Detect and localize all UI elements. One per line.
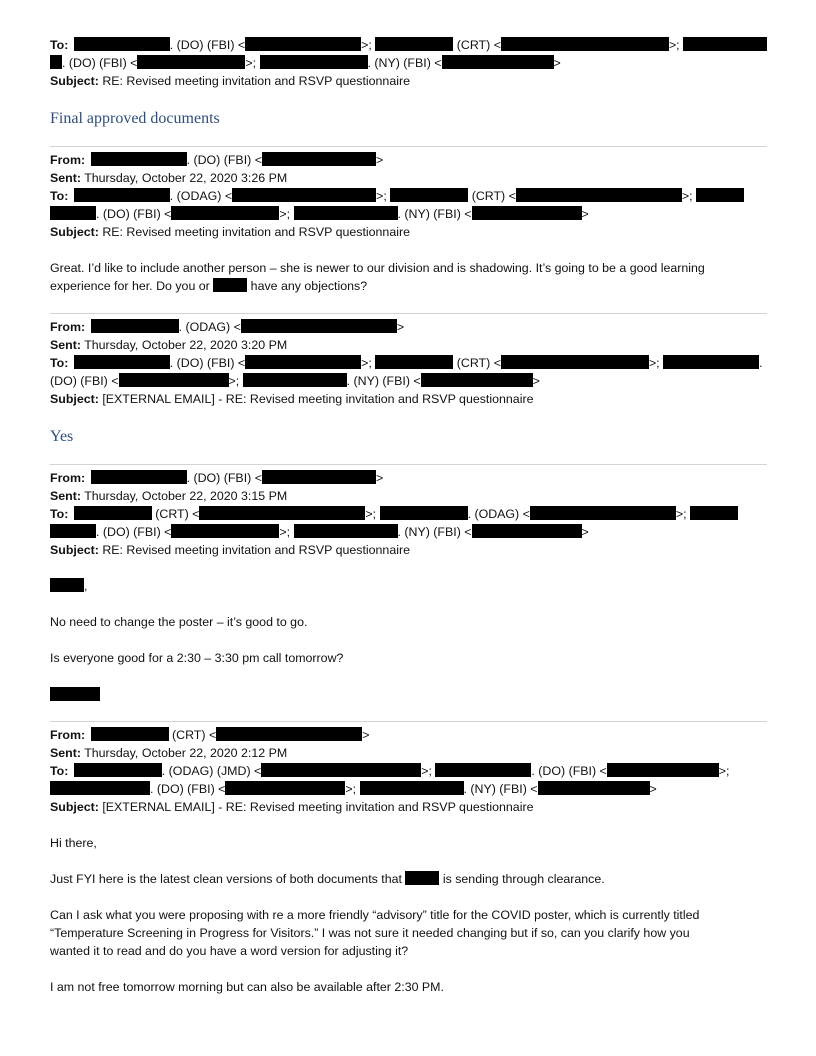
- from-label: From:: [50, 153, 86, 167]
- redaction: [375, 355, 453, 369]
- redaction: [663, 355, 759, 369]
- redaction: [375, 37, 453, 51]
- subject-label: Subject:: [50, 74, 99, 88]
- body-text-part: Just FYI here is the latest clean versions of both documents that: [50, 872, 406, 886]
- greeting: Hi there,: [50, 836, 97, 850]
- redaction: [390, 188, 468, 202]
- sent-line: [50, 169, 287, 187]
- recipient-text: >: [649, 782, 657, 796]
- redaction: [607, 763, 719, 777]
- to-label: To:: [50, 507, 69, 521]
- sent-label: Sent:: [50, 746, 81, 760]
- redaction: [74, 506, 152, 520]
- redaction: [294, 524, 398, 538]
- sent-text: Thursday, October 22, 2020 3:20 PM: [80, 338, 288, 352]
- recipient-text: >: [532, 374, 540, 388]
- divider: [50, 464, 767, 465]
- sender-text: . (DO) (FBI) <: [186, 471, 262, 485]
- sender-text: . (ODAG) <: [178, 320, 241, 334]
- sent-label: Sent:: [50, 171, 81, 185]
- body-text: Great. I’d like to include another person – she is newer to our division and is shadowing. It’s going to be a good learning: [50, 261, 705, 275]
- divider: [50, 146, 767, 147]
- body-text-part: is sending through clearance.: [439, 872, 605, 886]
- redaction: [241, 319, 397, 333]
- subject-line: [50, 390, 533, 408]
- redaction: [74, 37, 170, 51]
- recipient-text: . (DO) (FBI) <: [150, 782, 226, 796]
- subject-label: Subject:: [50, 225, 99, 239]
- redaction: [91, 152, 187, 166]
- redaction: [421, 373, 533, 387]
- recipient-text: . (DO) (FBI) <: [169, 38, 246, 52]
- body-text: [50, 277, 367, 295]
- greeting-text: ,: [84, 579, 88, 593]
- sender-text: >: [362, 728, 370, 742]
- from-line: [50, 726, 369, 744]
- recipient-text: >;: [376, 189, 387, 203]
- redaction: [171, 524, 279, 538]
- redaction: [137, 55, 245, 69]
- redaction: [50, 206, 96, 220]
- recipient-text: >;: [279, 525, 291, 539]
- redaction: [472, 206, 582, 220]
- recipient-text: . (ODAG) <: [467, 507, 530, 521]
- recipient-text: >: [581, 525, 589, 539]
- recipient-text: (CRT) <: [468, 189, 516, 203]
- redaction: [91, 319, 179, 333]
- redaction: [119, 373, 229, 387]
- recipient-text: . (ODAG) (JMD) <: [161, 764, 262, 778]
- to-line-cont: [50, 372, 540, 390]
- sender-text: (CRT) <: [168, 728, 217, 742]
- recipient-text: . (DO) (FBI) <: [531, 764, 607, 778]
- to-line: [50, 354, 763, 372]
- redaction: [262, 152, 376, 166]
- recipient-text: . (DO) (FBI) <: [96, 525, 172, 539]
- signature: [50, 686, 100, 704]
- recipient-text: . (NY) (FBI) <: [463, 782, 538, 796]
- body-text: I am not free tomorrow morning but can also be available after 2:30 PM.: [50, 980, 444, 994]
- redaction: [472, 524, 582, 538]
- redaction: [435, 763, 531, 777]
- redaction: [74, 355, 170, 369]
- body-text: “Temperature Screening in Progress for Visitors.” I was not sure it needed changing but if so, can you clarify how you: [50, 926, 690, 940]
- redaction: [442, 55, 554, 69]
- redaction: [50, 578, 84, 592]
- recipient-text: . (DO) (FBI) <: [169, 356, 246, 370]
- sender-text: >: [396, 320, 405, 334]
- redaction: [501, 355, 649, 369]
- redaction: [294, 206, 398, 220]
- redaction: [213, 278, 247, 292]
- redaction: [199, 506, 365, 520]
- to-line-cont: [50, 780, 657, 798]
- to-line: [50, 187, 744, 205]
- to-line: [50, 762, 729, 780]
- redaction: [50, 687, 100, 701]
- redaction: [501, 37, 669, 51]
- recipient-text: >: [581, 207, 589, 221]
- to-line: [50, 505, 738, 523]
- to-line-cont: [50, 54, 561, 72]
- subject-label: Subject:: [50, 543, 99, 557]
- recipient-text: >;: [718, 764, 730, 778]
- recipient-text: >;: [345, 782, 357, 796]
- redaction: [261, 763, 421, 777]
- redaction: [243, 373, 347, 387]
- body-text: [50, 870, 605, 888]
- recipient-text: . (DO) (FBI) <: [62, 56, 138, 70]
- from-label: From:: [50, 471, 86, 485]
- redaction: [225, 781, 345, 795]
- recipient-text: >;: [648, 356, 660, 370]
- recipient-text: . (NY) (FBI) <: [367, 56, 442, 70]
- body-heading: Final approved documents: [50, 110, 220, 127]
- redaction: [245, 355, 361, 369]
- from-line: [50, 469, 383, 487]
- subject-line: [50, 541, 410, 559]
- recipient-text: . (DO) (FBI) <: [96, 207, 172, 221]
- redaction: [260, 55, 368, 69]
- redaction: [171, 206, 279, 220]
- recipient-text: >;: [279, 207, 291, 221]
- sent-text: Thursday, October 22, 2020 3:26 PM: [80, 171, 288, 185]
- redaction: [74, 188, 170, 202]
- recipient-text: >;: [361, 38, 372, 52]
- to-line-cont: [50, 523, 589, 541]
- sent-line: [50, 744, 287, 762]
- redaction: [360, 781, 464, 795]
- sent-text: Thursday, October 22, 2020 3:15 PM: [80, 489, 288, 503]
- subject-line: [50, 798, 533, 816]
- redaction: [530, 506, 676, 520]
- sender-text: >: [375, 153, 384, 167]
- redaction: [262, 470, 376, 484]
- recipient-text: >;: [421, 764, 432, 778]
- redaction: [216, 727, 362, 741]
- redaction: [50, 781, 150, 795]
- greeting: [50, 577, 87, 595]
- sent-text: Thursday, October 22, 2020 2:12 PM: [80, 746, 288, 760]
- recipient-text: (CRT) <: [453, 356, 501, 370]
- body-text: Is everyone good for a 2:30 – 3:30 pm call tomorrow?: [50, 651, 344, 665]
- redaction: [91, 727, 169, 741]
- redaction: [690, 506, 738, 520]
- recipient-text: . (NY) (FBI) <: [346, 374, 421, 388]
- to-line-cont: [50, 205, 589, 223]
- subject-text: [EXTERNAL EMAIL] - RE: Revised meeting invitation and RSVP questionnaire: [98, 800, 534, 814]
- recipient-text: (CRT) <: [453, 38, 501, 52]
- redaction: [50, 55, 62, 69]
- body-text-part: have any objections?: [247, 279, 368, 293]
- recipient-text: (CRT) <: [151, 507, 200, 521]
- redaction: [538, 781, 650, 795]
- to-label: To:: [50, 189, 69, 203]
- body-text-part: experience for her. Do you or: [50, 279, 214, 293]
- subject-label: Subject:: [50, 800, 99, 814]
- redaction: [380, 506, 468, 520]
- sender-text: >: [375, 471, 384, 485]
- redaction: [696, 188, 744, 202]
- redaction: [245, 37, 361, 51]
- recipient-text: . (NY) (FBI) <: [397, 207, 472, 221]
- recipient-text: >;: [365, 507, 377, 521]
- to-label: To:: [50, 38, 69, 52]
- from-line: [50, 151, 383, 169]
- recipient-text: >;: [675, 507, 687, 521]
- redaction: [405, 871, 439, 885]
- body-text: wanted it to read and do you have a word version for adjusting it?: [50, 944, 409, 958]
- sent-label: Sent:: [50, 489, 81, 503]
- subject-text: RE: Revised meeting invitation and RSVP questionnaire: [98, 225, 410, 239]
- sent-label: Sent:: [50, 338, 81, 352]
- redaction: [50, 524, 96, 538]
- recipient-text: >;: [245, 56, 257, 70]
- to-label: To:: [50, 356, 69, 370]
- subject-text: RE: Revised meeting invitation and RSVP questionnaire: [98, 543, 410, 557]
- redaction: [232, 188, 376, 202]
- subject-line: [50, 223, 410, 241]
- recipient-text: (DO) (FBI) <: [50, 374, 119, 388]
- redaction: [516, 188, 682, 202]
- redaction: [683, 37, 767, 51]
- recipient-text: .: [759, 356, 763, 370]
- redaction: [74, 763, 162, 777]
- from-label: From:: [50, 728, 86, 742]
- to-label: To:: [50, 764, 69, 778]
- divider: [50, 721, 767, 722]
- from-label: From:: [50, 320, 86, 334]
- subject-label: Subject:: [50, 392, 99, 406]
- divider: [50, 313, 767, 314]
- recipient-text: >;: [361, 356, 372, 370]
- sent-line: [50, 487, 287, 505]
- to-line: [50, 36, 767, 54]
- redaction: [91, 470, 187, 484]
- sent-line: [50, 336, 287, 354]
- recipient-text: >;: [228, 374, 240, 388]
- recipient-text: . (NY) (FBI) <: [397, 525, 472, 539]
- subject-text: [EXTERNAL EMAIL] - RE: Revised meeting invitation and RSVP questionnaire: [98, 392, 534, 406]
- body-text: Can I ask what you were proposing with re a more friendly “advisory” title for the COVID poster, which is currently titled: [50, 908, 700, 922]
- subject-text: RE: Revised meeting invitation and RSVP questionnaire: [98, 74, 410, 88]
- body-text: No need to change the poster – it’s good to go.: [50, 615, 308, 629]
- recipient-text: >: [553, 56, 561, 70]
- recipient-text: >;: [668, 38, 680, 52]
- sender-text: . (DO) (FBI) <: [186, 153, 262, 167]
- subject-line: [50, 72, 410, 90]
- recipient-text: >;: [681, 189, 693, 203]
- body-heading: Yes: [50, 428, 74, 445]
- recipient-text: . (ODAG) <: [169, 189, 233, 203]
- from-line: [50, 318, 404, 336]
